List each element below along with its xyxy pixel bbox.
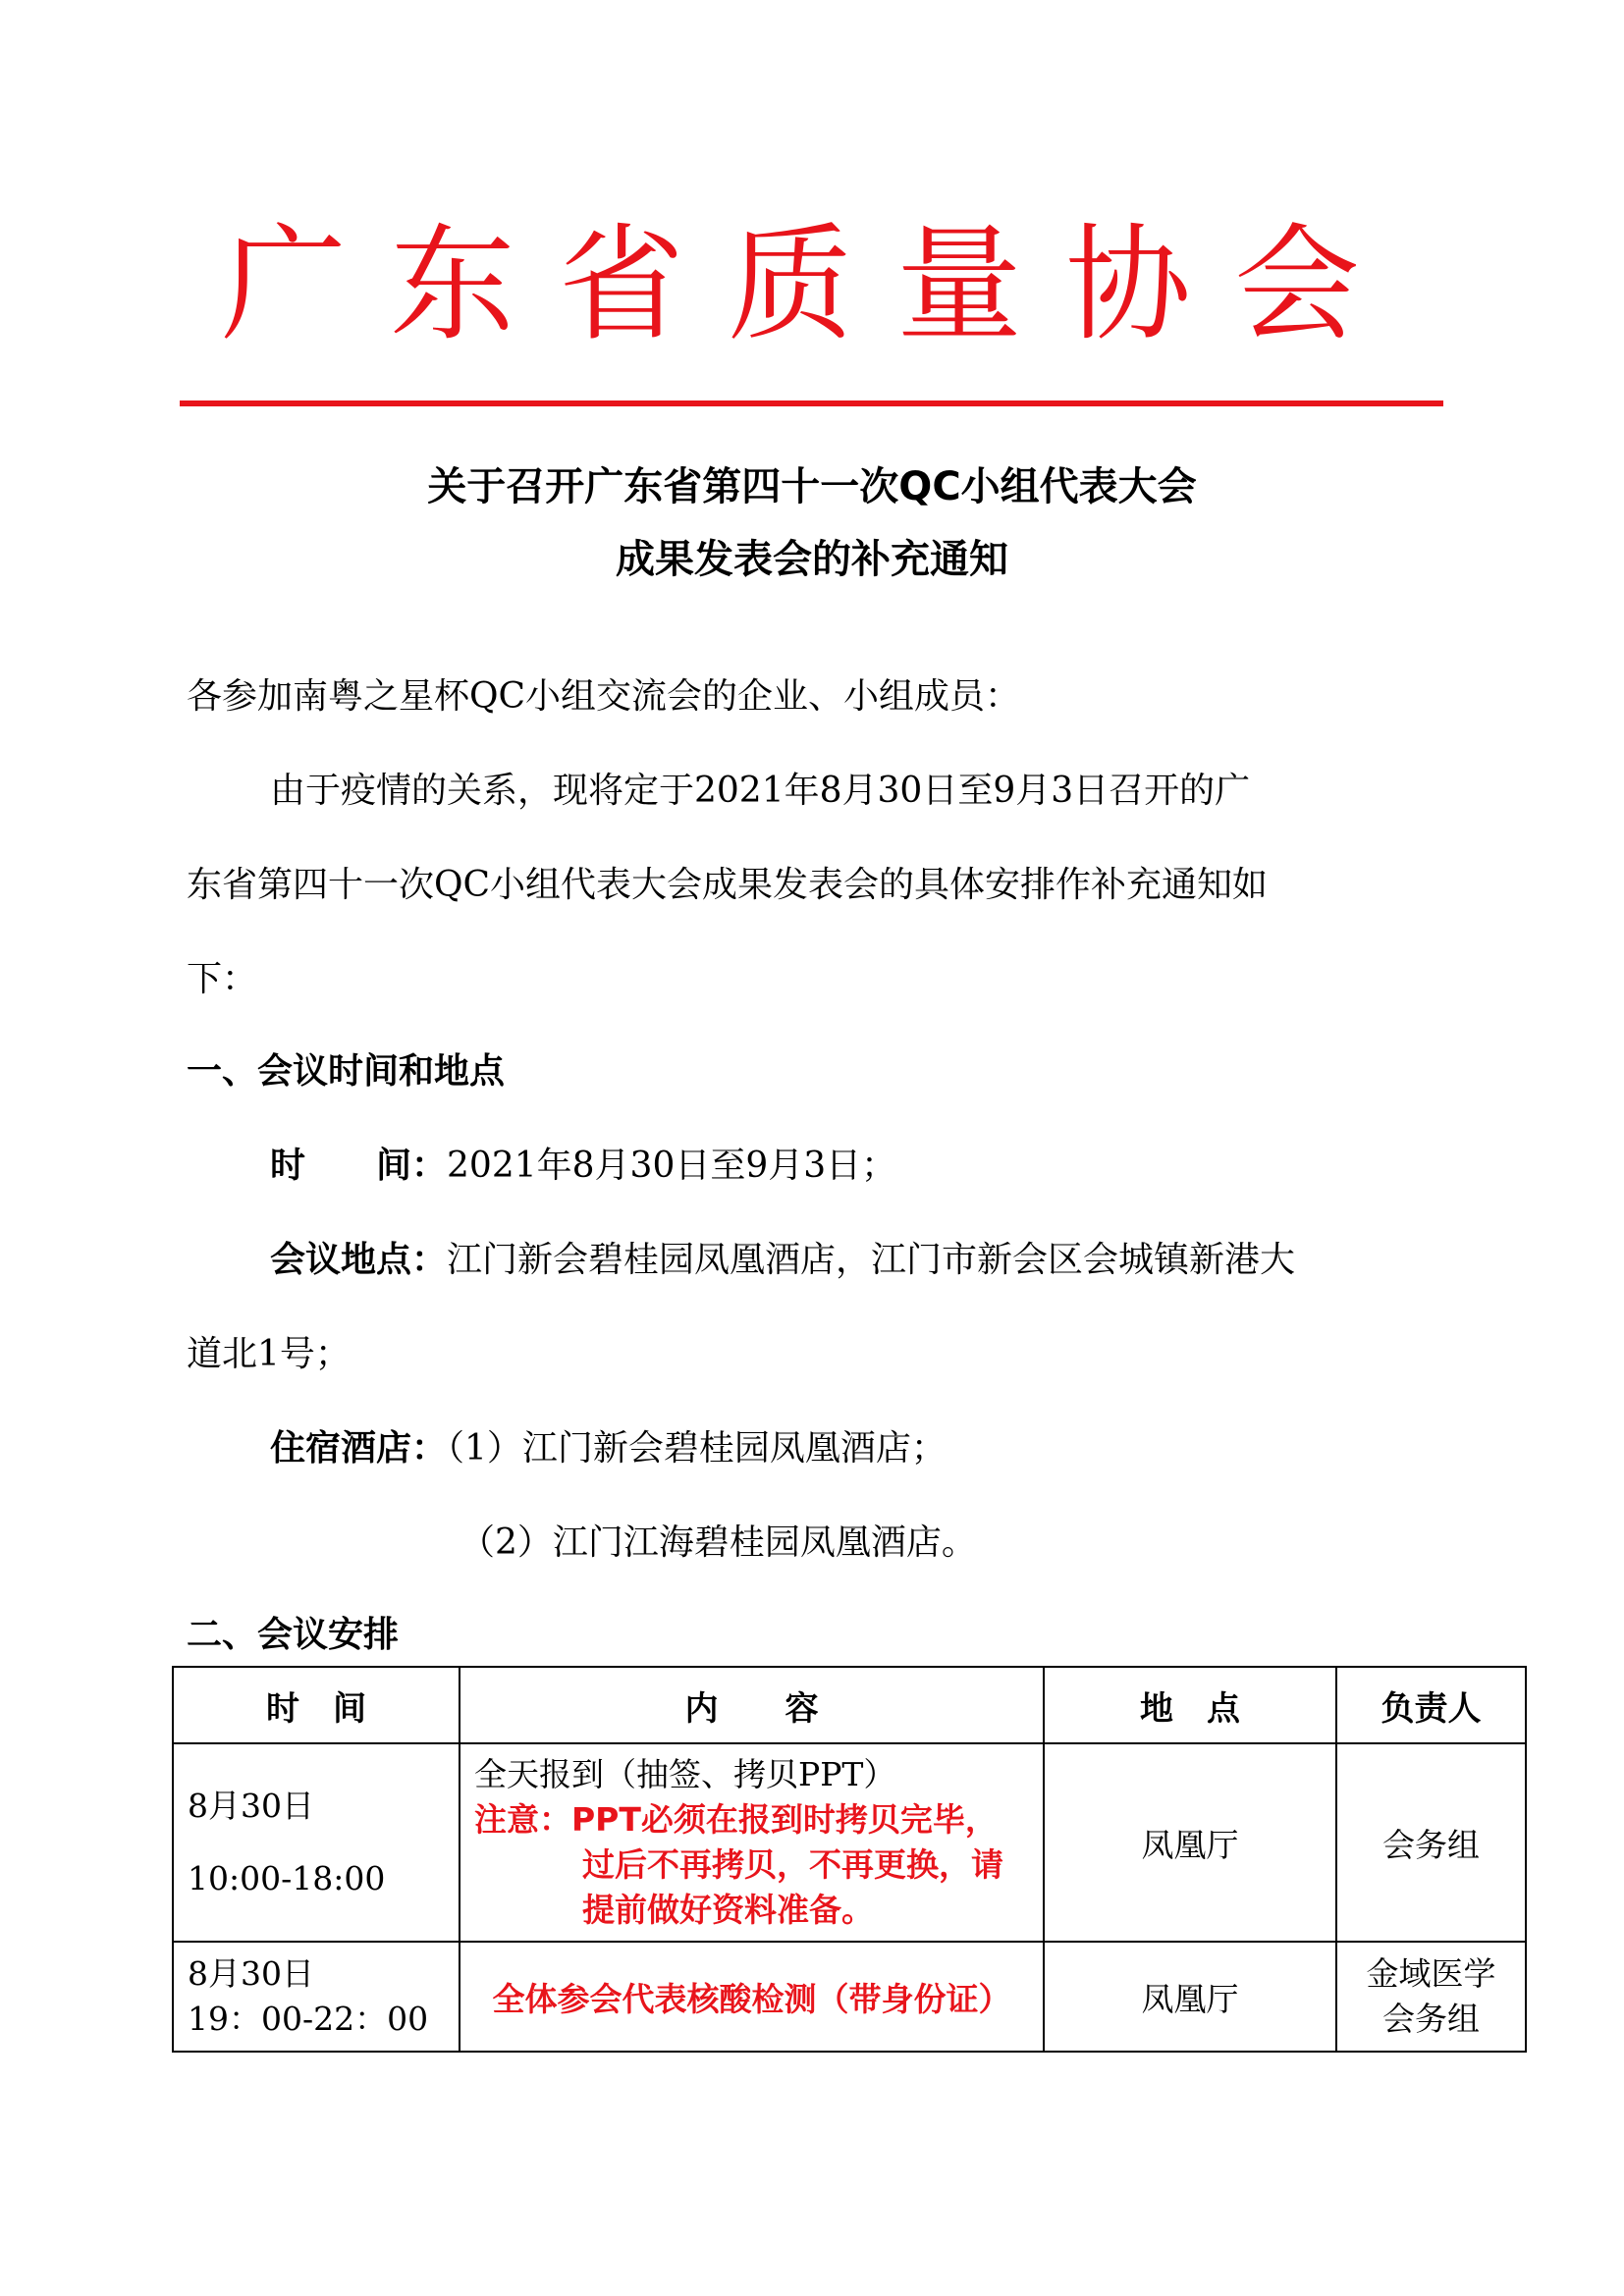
row2-owner-line1: 金域医学 — [1366, 1954, 1496, 1993]
row1-content — [460, 1743, 1044, 1942]
row1-note-line3: 提前做好资料准备。 — [582, 1891, 874, 1929]
letterhead-org-name: 广东省质量协会 — [220, 212, 1403, 358]
row2-content-main: 全体参会代表核酸检测（带身份证） — [492, 1979, 1011, 2018]
hotel-row — [270, 1425, 1537, 1472]
venue-row — [270, 1237, 1537, 1284]
venue-line2: 道北1号； — [187, 1334, 351, 1374]
table-row — [173, 1942, 1526, 2052]
salutation: 各参加南粤之星杯QC小组交流会的企业、小组成员： — [187, 676, 1021, 717]
row1-time — [173, 1743, 460, 1942]
section1-heading: 一、会议时间和地点 — [187, 1051, 506, 1092]
hotel-label: 住宿酒店： — [270, 1428, 448, 1468]
venue-line1: 江门新会碧桂园凤凰酒店，江门市新会区会城镇新港大 — [447, 1240, 1296, 1280]
hotel-item-1: （1）江门新会碧桂园凤凰酒店； — [447, 1428, 947, 1468]
intro-line1: 由于疫情的关系，现将定于2021年8月30日至9月3日召开的广 — [270, 771, 1251, 811]
intro-line3: 下： — [187, 959, 258, 999]
table-header-row — [173, 1667, 1526, 1743]
row1-content-main: 全天报到（抽签、拷贝PPT） — [474, 1755, 896, 1793]
venue-label: 会议地点： — [270, 1240, 448, 1280]
table-row — [173, 1743, 1526, 1942]
row1-time-date: 8月30日 — [188, 1787, 314, 1825]
time-row — [270, 1143, 1537, 1190]
row1-note-line1: 注意：PPT必须在报到时拷贝完毕， — [474, 1800, 998, 1839]
row1-time-range: 10:00-18:00 — [188, 1859, 386, 1897]
hotel-item-2: （2）江门江海碧桂园凤凰酒店。 — [460, 1522, 977, 1563]
row2-owner-line2: 会务组 — [1382, 2000, 1480, 2038]
schedule-table — [172, 1666, 1527, 2053]
header-content: 内 容 — [460, 1667, 1044, 1743]
header-place: 地 点 — [1044, 1667, 1336, 1743]
row1-owner: 会务组 — [1336, 1743, 1526, 1942]
time-value: 2021年8月30日至9月3日； — [447, 1146, 897, 1186]
header-owner: 负责人 — [1336, 1667, 1526, 1743]
section2-heading: 二、会议安排 — [187, 1615, 400, 1655]
intro-line2: 东省第四十一次QC小组代表大会成果发表会的具体安排作补充通知如 — [187, 865, 1269, 905]
row1-place: 凤凰厅 — [1044, 1743, 1336, 1942]
row2-time — [173, 1942, 460, 2052]
notice-title-line1: 关于召开广东省第四十一次QC小组代表大会 — [427, 464, 1197, 509]
row2-time-range: 19：00-22：00 — [188, 2000, 429, 2038]
row2-time-date: 8月30日 — [188, 1954, 314, 1993]
row2-content — [460, 1942, 1044, 2052]
row2-place: 凤凰厅 — [1044, 1942, 1336, 2052]
header-time: 时 间 — [173, 1667, 460, 1743]
time-label: 时 间： — [270, 1146, 448, 1186]
letterhead-red-rule — [180, 400, 1443, 406]
row1-note-line2: 过后不再拷贝，不再更换，请 — [582, 1845, 1003, 1884]
notice-title-line2: 成果发表会的补充通知 — [616, 537, 1008, 582]
row2-owner — [1336, 1942, 1526, 2052]
